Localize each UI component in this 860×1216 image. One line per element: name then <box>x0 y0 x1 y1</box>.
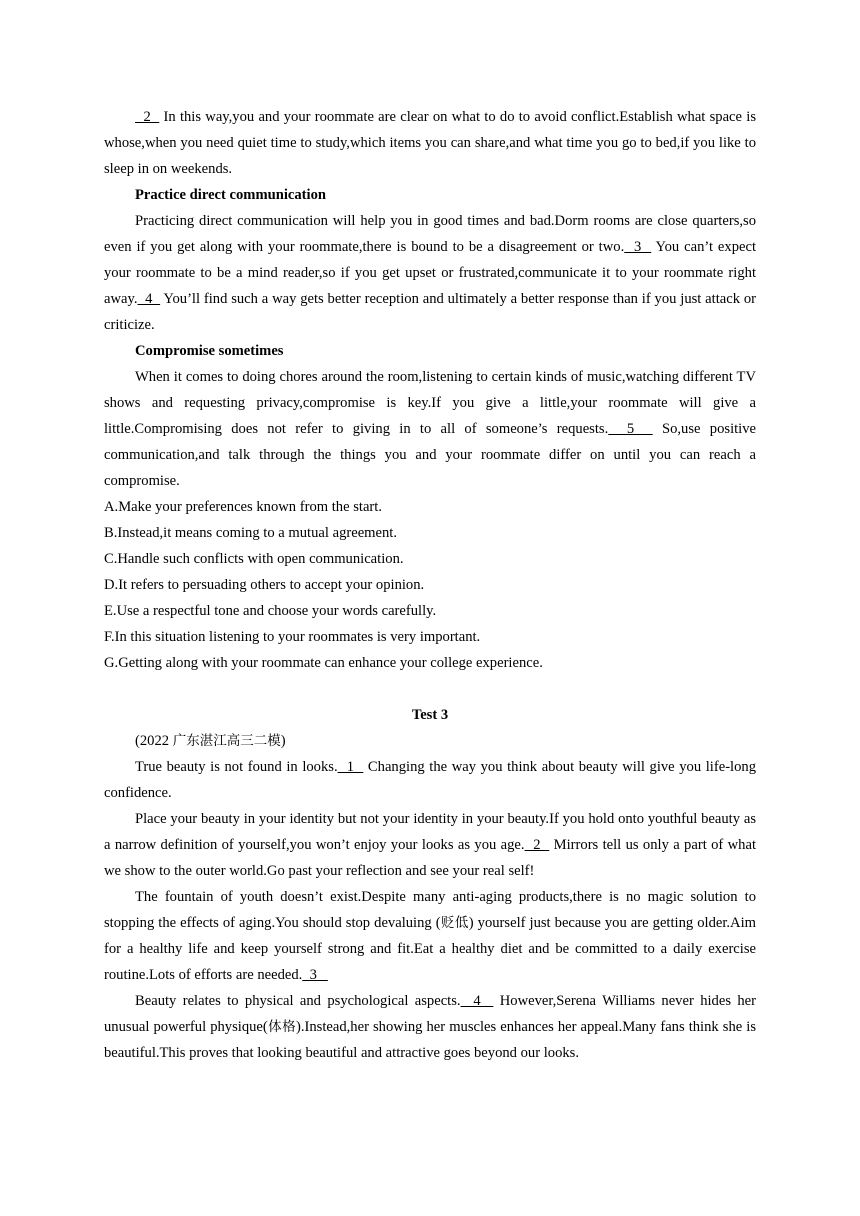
paragraph-text: The fountain of youth doesn’t exist.Despite many anti-aging products,there is no magic solution to stopping the effects of aging.You should stop devaluing ( <box>104 889 756 931</box>
paragraph-true-beauty <box>104 754 756 806</box>
source-text: ) <box>280 733 286 749</box>
answer-blank-2[interactable]: 2 <box>524 837 550 853</box>
answer-blank-4[interactable]: 4 <box>460 993 494 1009</box>
paragraph-text: You can’t expect your roommate to be a mind reader,so if you get upset or frustrated,communicate it to your roommate right away. <box>104 239 757 307</box>
heading-direct-communication: Practice direct communication <box>135 187 327 203</box>
paragraph-text: True beauty is not found in looks. <box>135 759 338 775</box>
paragraph-text: Changing the way you think about beauty will give you life-long confidence. <box>104 759 756 801</box>
paragraph-text: In this way,you and your roommate are clear on what to do to avoid conflict.Establish what space is whose,when you need quiet time to study,which items you can share,and what time you go to bed,if you like to sleep in on weekends. <box>104 109 756 177</box>
gloss-text: 体格 <box>267 1019 296 1035</box>
option-a: A.Make your preferences known from the start. <box>104 499 382 515</box>
paragraph-compromise <box>104 364 756 494</box>
option-b: B.Instead,it means coming to a mutual agreement. <box>104 525 398 541</box>
paragraph-physical-psychological <box>104 988 756 1066</box>
paragraph-identity <box>104 806 756 884</box>
option-e: E.Use a respectful tone and choose your words carefully. <box>104 603 437 619</box>
option-c: C.Handle such conflicts with open communication. <box>104 551 404 567</box>
paragraph-text: Beauty relates to physical and psychological aspects. <box>135 993 461 1009</box>
test-title: Test 3 <box>411 707 449 723</box>
source-region: 广东湛江高三二模 <box>172 733 281 749</box>
paragraph-text: However,Serena Williams never hides her unusual powerful physique( <box>104 993 757 1035</box>
test-source <box>104 728 756 754</box>
option-f: F.In this situation listening to your roommates is very important. <box>104 629 481 645</box>
paragraph-text: Mirrors tell us only a part of what we show to the outer world.Go past your reflection and see your real self! <box>104 837 756 879</box>
answer-blank-3[interactable]: 3 <box>624 239 652 255</box>
answer-blank-1[interactable]: 1 <box>337 759 364 775</box>
paragraph-text: You’ll find such a way gets better reception and ultimately a better response than if you just attack or criticize. <box>104 291 756 333</box>
paragraph-blank-2 <box>104 104 756 182</box>
answer-blank-5[interactable]: 5 <box>608 421 653 437</box>
paragraph-text: ).Instead,her showing her muscles enhances her appeal.Many fans think she is beautiful.This proves that looking beautiful and attractive goes beyond our looks. <box>104 1019 757 1061</box>
paragraph-text: So,use positive communication,and talk through the things you and your roommate differ on until you can reach a compromise. <box>104 421 757 489</box>
heading-compromise: Compromise sometimes <box>135 343 284 359</box>
paragraph-text: Place your beauty in your identity but not your identity in your beauty.If you hold onto youthful beauty as a narrow definition of yourself,you won’t enjoy your looks as you age. <box>104 811 756 853</box>
option-g: G.Getting along with your roommate can enhance your college experience. <box>104 655 543 671</box>
source-text: (2022 <box>135 733 173 749</box>
paragraph-text: ) yourself just because you are getting older.Aim for a healthy life and keep yourself strong and fit.Eat a healthy diet and be committed to a daily exercise routine.Lots of efforts are needed. <box>104 915 756 983</box>
document-page <box>104 104 756 1066</box>
spacer <box>104 676 756 702</box>
paragraph-fountain-of-youth <box>104 884 756 988</box>
gloss-text: 贬低 <box>440 915 469 931</box>
answer-blank-3[interactable]: 3 <box>302 967 328 983</box>
answer-blank-2[interactable]: 2 <box>135 109 160 125</box>
option-d: D.It refers to persuading others to accept your opinion. <box>104 577 425 593</box>
paragraph-text: Practicing direct communication will help you in good times and bad.Dorm rooms are close quarters,so even if you get along with your roommate,there is bound to be a disagreement or two. <box>104 213 756 255</box>
paragraph-text: When it comes to doing chores around the room,listening to certain kinds of music,watching different TV shows and requesting privacy,compromise is key.If you give a little,your roommate will give a little.Compromising does not refer to giving in to all of someone’s requests. <box>104 369 756 437</box>
paragraph-direct-communication <box>104 208 756 338</box>
answer-blank-4[interactable]: 4 <box>137 291 161 307</box>
